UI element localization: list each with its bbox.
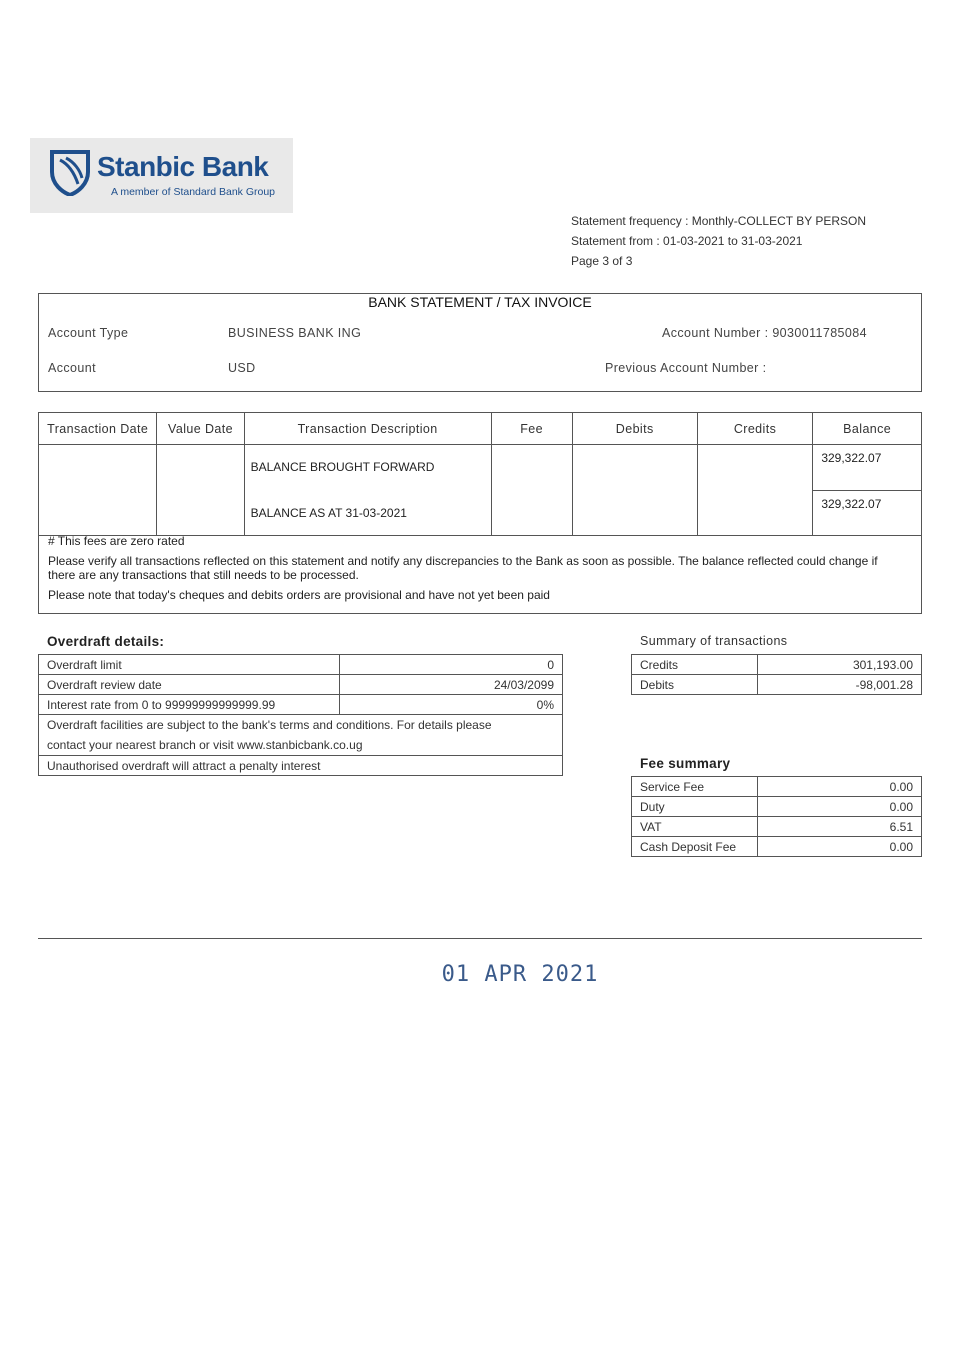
date-stamp: 01 APR 2021 [441, 962, 599, 987]
statement-frequency: Statement frequency : Monthly-COLLECT BY PERSON [571, 214, 867, 228]
row-balance: 329,322.07 [813, 445, 922, 491]
statement-period: Statement from : 01-03-2021 to 31-03-2021 [571, 234, 803, 248]
verify-note: Please verify all transactions reflected on this statement and notify any discrepancies to the Bank as soon as possible. The balance reflected could change if there are any transactions that still needs to be processed. [48, 554, 878, 582]
overdraft-limit-value: 0 [340, 655, 563, 675]
bank-logo [30, 138, 293, 213]
table-row [39, 675, 563, 695]
col-fee: Fee [491, 413, 572, 445]
fee-label: VAT [632, 817, 758, 837]
table-row [39, 695, 563, 715]
table-header-row [39, 413, 922, 445]
logo-tagline: A member of Standard Bank Group [111, 186, 276, 198]
fee-value: 0.00 [758, 797, 922, 817]
footer-divider [38, 938, 922, 939]
transactions-table [38, 412, 922, 536]
col-value-date: Value Date [157, 413, 244, 445]
overdraft-review-value: 24/03/2099 [340, 675, 563, 695]
table-row [39, 715, 563, 756]
row-description: BALANCE BROUGHT FORWARD [250, 460, 435, 474]
account-currency: USD [228, 361, 256, 375]
overdraft-terms: Overdraft facilities are subject to the bank's terms and conditions. For details please contact your nearest branch or visit www.stanbicbank.co.ug [39, 715, 563, 756]
col-transaction-date: Transaction Date [39, 413, 157, 445]
table-row [632, 797, 922, 817]
row-description: BALANCE AS AT 31-03-2021 [250, 506, 407, 520]
table-row [632, 675, 922, 695]
account-type-label: Account Type [48, 326, 129, 340]
col-description: Transaction Description [244, 413, 491, 445]
account-type-value: BUSINESS BANK ING [228, 326, 362, 340]
shield-icon [50, 150, 90, 196]
table-row [632, 817, 922, 837]
fee-label: Duty [632, 797, 758, 817]
provisional-note: Please note that today's cheques and debits orders are provisional and have not yet been paid [48, 588, 550, 602]
table-row [632, 655, 922, 675]
interest-rate-value: 0% [340, 695, 563, 715]
account-number: Account Number : 9030011785084 [662, 326, 867, 340]
summary-debits-value: -98,001.28 [758, 675, 922, 695]
fee-value: 0.00 [758, 777, 922, 797]
summary-debits-label: Debits [632, 675, 758, 695]
fee-label: Cash Deposit Fee [632, 837, 758, 857]
summary-credits-value: 301,193.00 [758, 655, 922, 675]
previous-account-number: Previous Account Number : [605, 361, 767, 375]
summary-credits-label: Credits [632, 655, 758, 675]
fee-label: Service Fee [632, 777, 758, 797]
table-row [632, 777, 922, 797]
account-label: Account [48, 361, 96, 375]
logo-name: Stanbic Bank [97, 151, 269, 182]
summary-table [631, 654, 922, 695]
interest-rate-label: Interest rate from 0 to 99999999999999.99 [39, 695, 340, 715]
fee-summary-title: Fee summary [640, 756, 731, 771]
table-row [39, 756, 563, 776]
table-row [39, 445, 922, 491]
zero-rated-note: # This fees are zero rated [48, 534, 185, 548]
col-debits: Debits [572, 413, 697, 445]
table-row [632, 837, 922, 857]
notes-box [38, 533, 922, 614]
overdraft-table [38, 654, 563, 776]
col-credits: Credits [697, 413, 813, 445]
overdraft-limit-label: Overdraft limit [39, 655, 340, 675]
fee-value: 6.51 [758, 817, 922, 837]
page-number: Page 3 of 3 [571, 254, 633, 268]
table-row [39, 655, 563, 675]
fee-value: 0.00 [758, 837, 922, 857]
summary-title: Summary of transactions [640, 634, 788, 648]
statement-title: BANK STATEMENT / TAX INVOICE [368, 294, 592, 310]
overdraft-title: Overdraft details: [47, 634, 165, 649]
overdraft-review-label: Overdraft review date [39, 675, 340, 695]
fee-summary-table [631, 776, 922, 857]
statement-header-box [38, 293, 922, 392]
row-balance: 329,322.07 [813, 490, 922, 536]
overdraft-penalty: Unauthorised overdraft will attract a penalty interest [39, 756, 563, 776]
col-balance: Balance [813, 413, 922, 445]
